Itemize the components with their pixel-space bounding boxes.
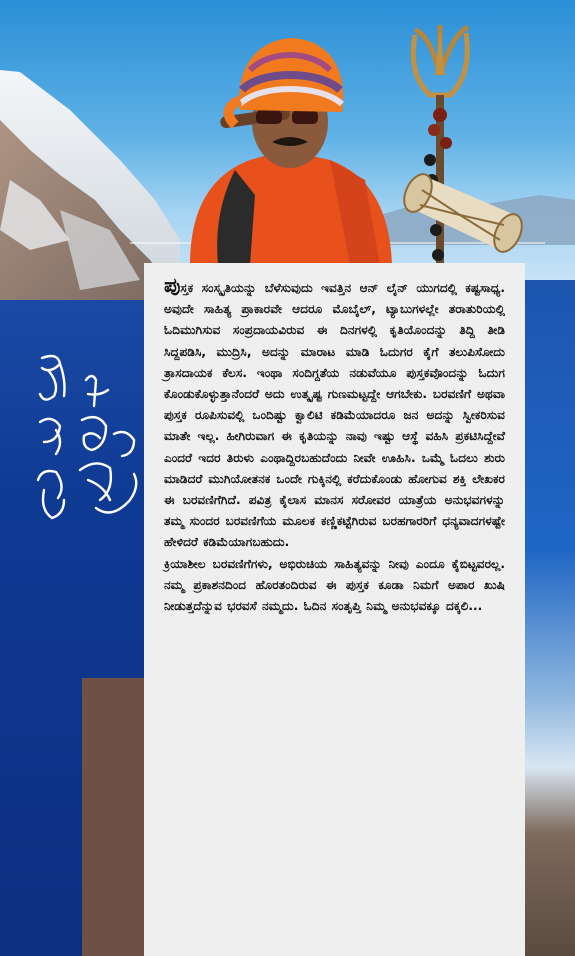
calligraphic-title [30,350,145,540]
blurb-paragraph-2: ಕ್ರಿಯಾಶೀಲ ಬರವಣಿಗೆಗಳು, ಅಭಿರುಚಿಯ ಸಾಹಿತ್ಯವನ್ನು ನೀವು ಎಂದೂ ಕೈಬಿಟ್ಟವರಲ್ಲ. ನಮ್ಮ ಪ್ರಕಾಶನದಿಂದ ಹೊರತಂದಿರುವ ಈ ಪುಸ್ತಕ ಕೂಡಾ ನಿಮಗೆ ಅಪಾರ ಖುಷಿ ನೀಡುತ್ತದೆನ್ನುವ ಭರವಸೆ ನಮ್ಮದು. ಓದಿನ ಸಂತೃಪ್ತಿ ನಿಮ್ಮ ಅನುಭವಕ್ಕೂ ದಕ್ಕಲಿ... [164,556,505,614]
drop-cap: ಪು [164,273,181,297]
mountain-strip-right [525,280,575,956]
paragraph-1-text: ಸ್ತಕ ಸಂಸ್ಕೃತಿಯನ್ನು ಬೆಳೆಸುವುದು ಇವತ್ತಿನ ಆನ್ ಲೈನ್ ಯುಗದಲ್ಲಿ ಕಷ್ಟಸಾಧ್ಯ. ಅವುದೇ ಸಾಹಿತ್ಯ ಪ್ರಾಕಾರವೇ ಆದರೂ ಮೊಬೈಲ್, ಟ್ಯಾಬುಗಳಲ್ಲೇ ತರಾತುರಿಯಲ್ಲಿ ಓದಿಮುಗಿಸುವ ಸಂಪ್ರದಾಯವಿರುವ ಈ ದಿನಗಳಲ್ಲಿ ಕೃತಿಯೊಂದನ್ನು ತಿದ್ದಿ ತೀಡಿ ಸಿದ್ದಪಡಿಸಿ, ಮುದ್ರಿಸಿ, ಅದನ್ನು ಮಾರಾಟ ಮಾಡಿ ಓದುಗರ ಕೈಗೆ ತಲುಪಿಸೋದು ತ್ರಾಸದಾಯಕ ಕೆಲಸ. ಇಂಥಾ ಸಂದಿಗ್ದತೆಯ ನಡುವೆಯೂ ಪುಸ್ತಕವೊಂದನ್ನು ಓದುಗ ಕೊಂಡುಕೊಳ್ಳುತ್ತಾನೆಂದರೆ ಅದು ಉತ್ಕೃಷ್ಟ ಗುಣಮಟ್ಟದ್ದೇ ಆಗಬೇಕು. ಬರವಣಿಗೆ ಅಥವಾ ಪುಸ್ತಕ ರೂಪಿಸುವಲ್ಲಿ ಒಂದಿಷ್ಟು ಕ್ವಾಲಿಟಿ ಕಡಿಮೆಯಾದರೂ ಜನ ಅದನ್ನು ಸ್ವೀಕರಿಸುವ ಮಾತೇ ಇಲ್ಲ. ಹೀಗಿರುವಾಗ ಈ ಕೃತಿಯನ್ನು ನಾವು ಇಷ್ಟು ಆಸ್ಥೆ ವಹಿಸಿ ಪ್ರಕಟಿಸಿದ್ದೇವೆ ಎಂದರೆ ಇದರ ತಿರುಳು ಎಂಥಾದ್ದಿರಬಹುದೆಂದು ನೀವೇ ಊಹಿಸಿ. ಒಮ್ಮೆ ಓದಲು ಶುರು ಮಾಡಿದರೆ ಮುಗಿಯೋತನಕ ಒಂದೇ ಗುಕ್ಕಿನಲ್ಲಿ ಕರೆದುಕೊಂಡು ಹೋಗುವ ಶಕ್ತಿ ಲೇಖಕರ ಈ ಬರವಣಿಗೆಗಿದೆ. ಪವಿತ್ರ ಕೈಲಾಸ ಮಾನಸ ಸರೋವರ ಯಾತ್ರೆಯ ಅನುಭವಗಳನ್ನು ತಮ್ಮ ಸುಂದರ ಬರವಣಿಗೆಯ ಮೂಲಕ ಕಣ್ಣಿಕಟ್ಟೆಗಿರುವ ಬರಹಗಾರರಿಗೆ ಧನ್ಯವಾದಗಳಷ್ಟೇ ಹೇಳಿದರೆ ಕಡಿಮೆಯಾಗಬಹುದು. [164,281,505,550]
blurb-panel [144,263,525,956]
author-photo [180,0,400,270]
trident-with-drum-icon [400,15,540,285]
blurb-paragraph-1 [164,275,505,554]
decorative-brown-block [82,678,144,956]
